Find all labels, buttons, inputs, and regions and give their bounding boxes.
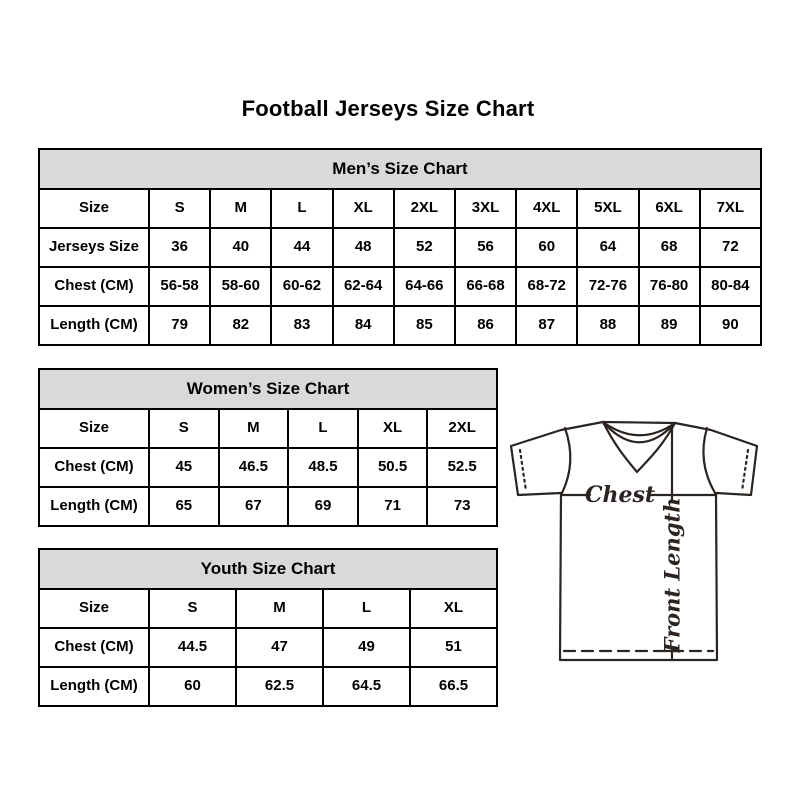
row-label: Size: [39, 189, 149, 228]
table-row: [39, 667, 497, 706]
table-cell: 65: [149, 487, 219, 526]
table-row: [39, 487, 497, 526]
table-cell: 4XL: [516, 189, 577, 228]
table-cell: M: [236, 589, 323, 628]
table-cell: 52: [394, 228, 455, 267]
table-cell: 45: [149, 448, 219, 487]
table-cell: 58-60: [210, 267, 271, 306]
table-cell: 72: [700, 228, 761, 267]
table-cell: 3XL: [455, 189, 516, 228]
table-cell: 88: [577, 306, 638, 345]
table-cell: 87: [516, 306, 577, 345]
womens-size-table: [38, 368, 498, 527]
table-cell: 2XL: [427, 409, 497, 448]
table-cell: 69: [288, 487, 358, 526]
table-cell: 64.5: [323, 667, 410, 706]
table-cell: 60: [516, 228, 577, 267]
table-cell: 85: [394, 306, 455, 345]
mens-size-table: [38, 148, 762, 346]
row-label: Chest (CM): [39, 628, 149, 667]
collar-top-line: [603, 422, 675, 423]
row-label: Size: [39, 409, 149, 448]
mens-table-title-row: [39, 149, 761, 189]
table-cell: 44.5: [149, 628, 236, 667]
table-row: [39, 409, 497, 448]
right-cuff-stitch-line: [742, 450, 748, 491]
table-cell: M: [210, 189, 271, 228]
womens-table-title-row: [39, 369, 497, 409]
table-cell: 7XL: [700, 189, 761, 228]
table-row: [39, 306, 761, 345]
table-cell: 36: [149, 228, 210, 267]
table-cell: L: [288, 409, 358, 448]
left-cuff-stitch-line: [520, 450, 526, 491]
table-cell: 56: [455, 228, 516, 267]
table-cell: 68: [639, 228, 700, 267]
table-cell: 67: [219, 487, 289, 526]
table-cell: 47: [236, 628, 323, 667]
row-label: Length (CM): [39, 667, 149, 706]
table-row: [39, 228, 761, 267]
table-cell: XL: [358, 409, 428, 448]
table-cell: 66.5: [410, 667, 497, 706]
chest-measure-label: Chest: [584, 482, 656, 508]
table-cell: S: [149, 589, 236, 628]
row-label: Size: [39, 589, 149, 628]
table-cell: 60: [149, 667, 236, 706]
table-cell: 48.5: [288, 448, 358, 487]
table-cell: XL: [333, 189, 394, 228]
table-cell: S: [149, 409, 219, 448]
mens-table-title: Men’s Size Chart: [39, 149, 761, 189]
table-cell: 82: [210, 306, 271, 345]
table-cell: 72-76: [577, 267, 638, 306]
right-armhole-seam: [703, 428, 715, 493]
table-cell: 50.5: [358, 448, 428, 487]
table-row: [39, 628, 497, 667]
jersey-measurement-diagram: [505, 402, 765, 672]
youth-table-title: Youth Size Chart: [39, 549, 497, 589]
row-label: Chest (CM): [39, 448, 149, 487]
table-cell: 46.5: [219, 448, 289, 487]
table-row: [39, 267, 761, 306]
table-cell: 90: [700, 306, 761, 345]
table-cell: 76-80: [639, 267, 700, 306]
table-cell: 62-64: [333, 267, 394, 306]
row-label: Chest (CM): [39, 267, 149, 306]
left-armhole-seam: [562, 428, 570, 493]
page-title: Football Jerseys Size Chart: [241, 96, 535, 121]
table-cell: 66-68: [455, 267, 516, 306]
table-cell: M: [219, 409, 289, 448]
table-cell: 51: [410, 628, 497, 667]
row-label: Length (CM): [39, 487, 149, 526]
row-label: Jerseys Size: [39, 228, 149, 267]
table-cell: 84: [333, 306, 394, 345]
table-cell: 52.5: [427, 448, 497, 487]
table-cell: L: [323, 589, 410, 628]
table-cell: 89: [639, 306, 700, 345]
table-cell: 49: [323, 628, 410, 667]
table-cell: L: [271, 189, 332, 228]
table-cell: 80-84: [700, 267, 761, 306]
table-row: [39, 189, 761, 228]
table-cell: 2XL: [394, 189, 455, 228]
front-length-measure-label: Front Length: [659, 497, 685, 653]
youth-size-table: [38, 548, 498, 707]
table-cell: 68-72: [516, 267, 577, 306]
table-cell: 71: [358, 487, 428, 526]
table-cell: S: [149, 189, 210, 228]
table-cell: XL: [410, 589, 497, 628]
table-cell: 73: [427, 487, 497, 526]
table-cell: 40: [210, 228, 271, 267]
row-label: Length (CM): [39, 306, 149, 345]
table-cell: 48: [333, 228, 394, 267]
table-cell: 6XL: [639, 189, 700, 228]
jersey-outline-path: [511, 422, 757, 660]
youth-table-title-row: [39, 549, 497, 589]
table-cell: 5XL: [577, 189, 638, 228]
table-cell: 56-58: [149, 267, 210, 306]
table-cell: 44: [271, 228, 332, 267]
table-cell: 64: [577, 228, 638, 267]
table-cell: 83: [271, 306, 332, 345]
table-row: [39, 589, 497, 628]
table-cell: 64-66: [394, 267, 455, 306]
womens-table-title: Women’s Size Chart: [39, 369, 497, 409]
table-cell: 86: [455, 306, 516, 345]
table-cell: 62.5: [236, 667, 323, 706]
table-row: [39, 448, 497, 487]
table-cell: 60-62: [271, 267, 332, 306]
table-cell: 79: [149, 306, 210, 345]
